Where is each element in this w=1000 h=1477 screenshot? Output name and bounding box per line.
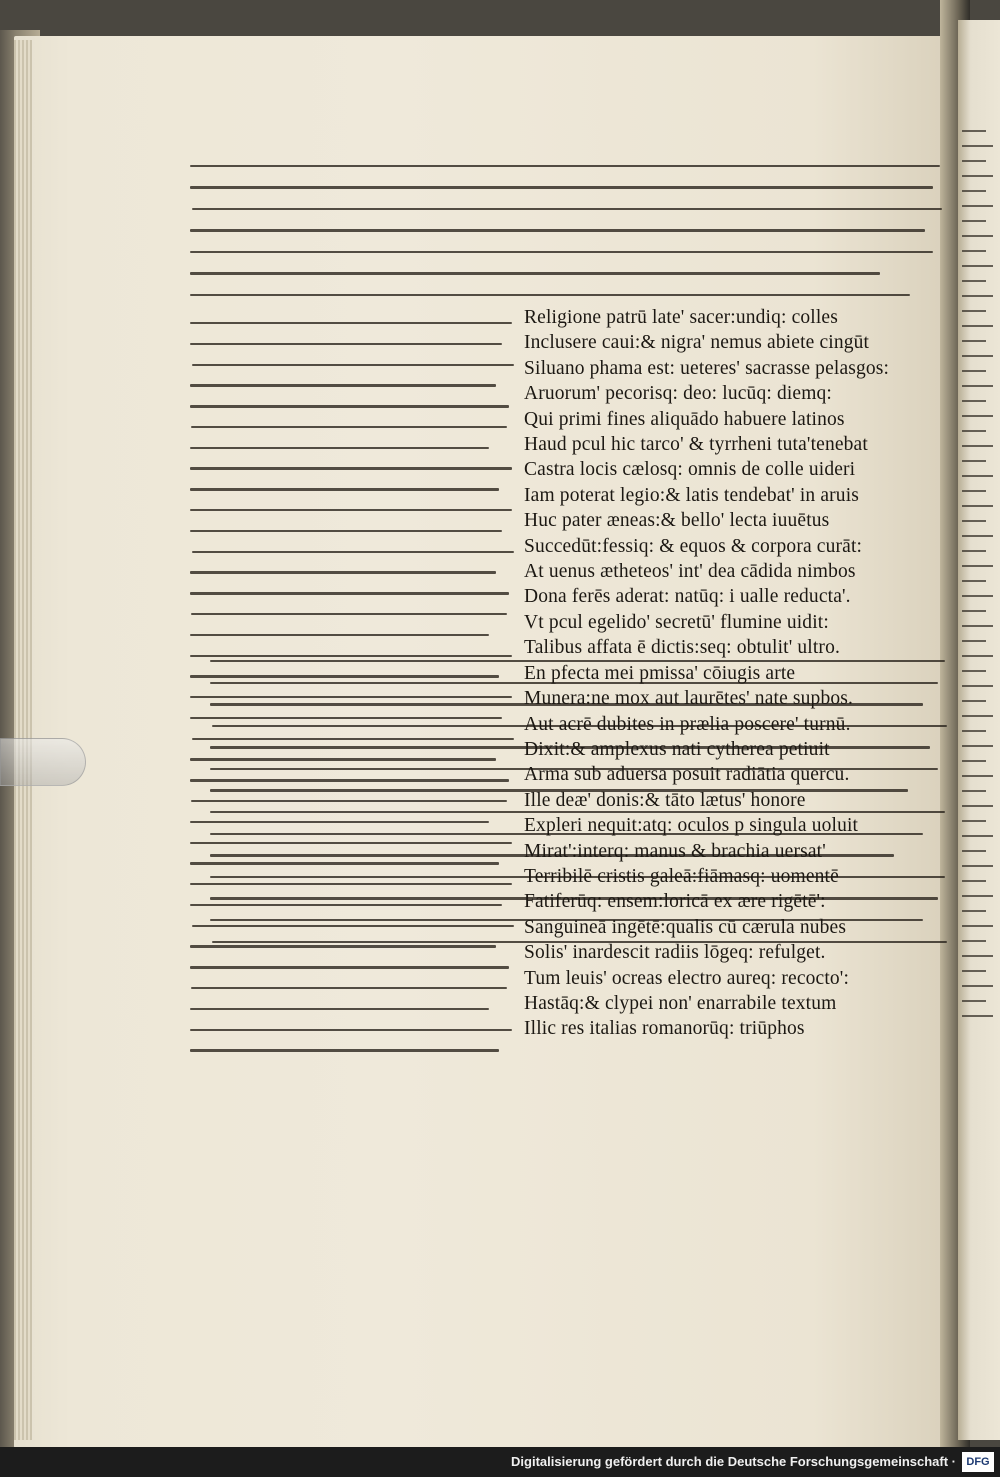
- commentary-line: [192, 551, 514, 553]
- facing-page-line: [962, 655, 993, 657]
- verse-line: Religione patrū late' sacer:undiq: colles: [524, 307, 838, 328]
- facing-page-line: [962, 880, 986, 882]
- facing-page-line: [962, 205, 993, 207]
- commentary-line: [190, 571, 496, 573]
- facing-page-line: [962, 955, 993, 957]
- commentary-line: [190, 251, 933, 253]
- facing-page-line: [962, 250, 986, 252]
- facing-page-line: [962, 400, 986, 402]
- verse-line: Vt pcul egelido' secretū' flumine uidit:: [524, 611, 829, 633]
- commentary-line: [190, 272, 880, 274]
- facing-page-line: [962, 325, 993, 327]
- verse-line: Illic res italias romanorūq: triūphos: [524, 1018, 805, 1040]
- facing-page-line: [962, 760, 986, 762]
- facing-page-line: [962, 925, 993, 927]
- commentary-line: [190, 447, 489, 449]
- facing-page-line: [962, 580, 986, 582]
- verse-line: Iam poterat legio:& latis tendebat' in aruis: [524, 484, 860, 506]
- facing-page-line: [962, 745, 993, 747]
- facing-page-line: [962, 505, 993, 507]
- facing-page-line: [962, 850, 986, 852]
- digitization-banner: [0, 1447, 1000, 1477]
- verse-line: Aruorum' pecorisq: deo: lucūq: diemq:: [524, 383, 832, 405]
- facing-page-line: [962, 235, 993, 237]
- facing-page-line: [962, 685, 993, 687]
- facing-page-line: [962, 310, 986, 312]
- commentary-line: [190, 384, 496, 386]
- facing-page-line: [962, 595, 993, 597]
- commentary-line: [192, 364, 514, 366]
- commentary-line: [190, 322, 512, 324]
- commentary-line: [191, 426, 507, 428]
- facing-page-line: [962, 940, 986, 942]
- facing-page-line: [962, 895, 993, 897]
- facing-page-line: [962, 220, 986, 222]
- facing-page-line: [962, 640, 986, 642]
- commentary-line: [191, 987, 507, 989]
- verse-line: Fatiferūq: ensem:loricā ex ære rigētē':: [524, 891, 826, 913]
- facing-page-line: [962, 550, 986, 552]
- verse-line: Talibus affata ē dictis:seq: obtulit' ultro.: [524, 637, 840, 659]
- facing-page-line: [962, 565, 993, 567]
- verse-line: Succedūt:fessiq: & equos & corpora curāt:: [524, 535, 863, 557]
- facing-page-text: [962, 130, 1000, 1030]
- verse-line: Castra locis cælosq: omnis de colle uideri: [524, 459, 856, 481]
- facing-page-line: [962, 145, 993, 147]
- facing-page-line: [962, 610, 986, 612]
- verse-line: Solis' inardescit radiis lōgeq: refulget.: [524, 942, 826, 964]
- facing-page-line: [962, 820, 986, 822]
- verse-line: Munera:ne mox aut laurētes' nate supbos.: [524, 688, 854, 710]
- verse-line: En pfecta mei pmissa' cōiugis arte: [524, 662, 796, 684]
- verse-line: Qui primi fines aliquādo habuere latinos: [524, 408, 845, 430]
- commentary-line: [190, 229, 925, 231]
- verse-line: Dixit:& amplexus nati cytherea petiuit: [524, 738, 830, 760]
- facing-page-line: [962, 805, 993, 807]
- commentary-line: [190, 634, 489, 636]
- facing-page-line: [962, 430, 986, 432]
- commentary-line: [190, 1049, 499, 1051]
- commentary-top: [190, 165, 940, 315]
- facing-page-line: [962, 835, 993, 837]
- commentary-line: [190, 1029, 512, 1031]
- facing-page-line: [962, 415, 993, 417]
- verse-line: Haud pcul hic tarco' & tyrrheni tuta'tenebat: [524, 434, 868, 456]
- commentary-line: [190, 405, 509, 407]
- commentary-line: [192, 208, 942, 210]
- commentary-line: [190, 509, 512, 511]
- verse-line: Dona ferēs aderat: natūq: i ualle reducta'.: [524, 586, 851, 608]
- facing-page-line: [962, 175, 993, 177]
- verse-line: Expleri nequit:atq: oculos p singula uoluit: [524, 815, 859, 837]
- facing-page-line: [962, 535, 993, 537]
- facing-page-line: [962, 490, 986, 492]
- verse-line: At uenus ætheteos' int' dea cādida nimbos: [524, 561, 856, 583]
- verse-line: Ille deæ' donis:& tāto lætus' honore: [524, 789, 806, 811]
- dfg-logo: DFG: [962, 1452, 994, 1472]
- facing-page-line: [962, 160, 986, 162]
- facing-page-line: [962, 265, 993, 267]
- verse-line: Siluano phama est: ueteres' sacrasse pelasgos:: [524, 357, 890, 379]
- commentary-line: [190, 966, 509, 968]
- verse-line: Tum leuis' ocreas electro aureq: recocto':: [524, 967, 850, 989]
- commentary-line: [190, 488, 499, 490]
- facing-page-line: [962, 625, 993, 627]
- verse-line: Huc pater æneas:& bello' lecta iuuētus: [524, 510, 830, 532]
- commentary-line: [190, 294, 910, 296]
- commentary-line: [190, 343, 502, 345]
- facing-page-line: [962, 460, 986, 462]
- facing-page-line: [962, 190, 986, 192]
- verse-line: Aut acrē dubites in prælia poscere' turnū.: [524, 713, 851, 735]
- facing-page-line: [962, 280, 986, 282]
- facing-page-line: [962, 445, 993, 447]
- facing-page-line: [962, 1000, 986, 1002]
- facing-page-line: [962, 385, 993, 387]
- facing-page-line: [962, 520, 986, 522]
- facing-page-line: [962, 370, 986, 372]
- facing-page-line: [962, 715, 993, 717]
- commentary-line: [190, 530, 502, 532]
- verse-line: Arma sub aduersa posuit radiātia quercu.: [524, 764, 850, 786]
- facing-page-line: [962, 130, 986, 132]
- facing-page-line: [962, 775, 993, 777]
- banner-text: Digitalisierung gefördert durch die Deutsche Forschungsgemeinschaft ·: [511, 1454, 956, 1469]
- commentary-line: [190, 1008, 489, 1010]
- verse-line: Terribilē cristis galeā:fiāmasq: uomentē: [524, 865, 839, 887]
- facing-page-line: [962, 295, 993, 297]
- verse-line: Inclusere caui:& nigra' nemus abiete cingūt: [524, 332, 870, 354]
- facing-page-line: [962, 730, 986, 732]
- commentary-line: [190, 592, 509, 594]
- facing-page-line: [962, 355, 993, 357]
- page-clip: [0, 738, 86, 786]
- commentary-line: [190, 165, 940, 167]
- verse-text-block: [524, 305, 944, 1042]
- facing-page-line: [962, 340, 986, 342]
- commentary-line: [191, 613, 507, 615]
- facing-page-line: [962, 790, 986, 792]
- verse-line: Mirat':interq: manus & brachia uersat': [524, 840, 826, 862]
- facing-page-line: [962, 475, 993, 477]
- commentary-line: [190, 655, 512, 657]
- commentary-line: [190, 467, 512, 469]
- commentary-line: [190, 186, 933, 188]
- verse-line: Sanguineā ingētē:qualis cū cærula nubes: [524, 916, 847, 938]
- facing-page-line: [962, 670, 986, 672]
- facing-page-line: [962, 1015, 993, 1017]
- verse-line: Hastāq:& clypei non' enarrabile textum: [524, 992, 837, 1014]
- facing-page-line: [962, 910, 986, 912]
- facing-page-line: [962, 970, 986, 972]
- facing-page-line: [962, 700, 986, 702]
- facing-page-line: [962, 865, 993, 867]
- facing-page-line: [962, 985, 993, 987]
